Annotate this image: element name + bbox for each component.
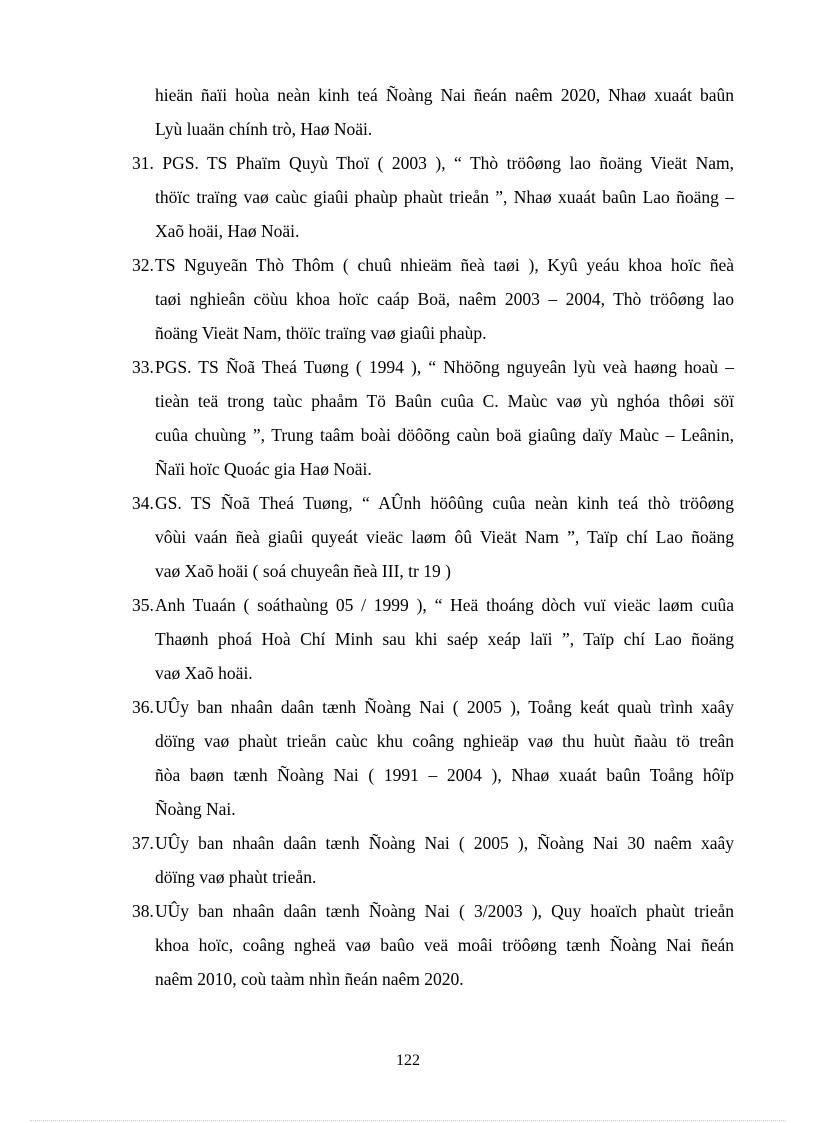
reference-line: Lyù luaän chính trò, Haø Noäi. — [155, 119, 373, 139]
reference-line: taøi nghieân cöùu khoa hoïc caáp Boä, naêm 2003 – 2004, Thò tröôøng lao — [155, 289, 734, 309]
reference-number: 32. — [132, 255, 154, 275]
reference-entry-35 — [132, 588, 734, 690]
reference-line — [132, 146, 734, 180]
reference-line: Thaønh phoá Hoà Chí Minh sau khi saép xeáp laïi ”, Taïp chí Lao ñoäng — [155, 629, 734, 649]
reference-text: PGS. TS Phaïm Quyù Thoï ( 2003 ), “ Thò tröôøng lao ñoäng Vieät Nam, — [153, 153, 734, 173]
reference-number: 37. — [132, 833, 154, 853]
reference-line: döïng vaø phaùt trieån. — [155, 867, 317, 887]
reference-number: 34. — [132, 493, 154, 513]
reference-number: 35. — [132, 595, 154, 615]
reference-entry-37 — [132, 826, 734, 894]
reference-line: naêm 2010, coù taàm nhìn ñeán naêm 2020. — [155, 969, 464, 989]
reference-line: ñòa baøn tænh Ñoàng Nai ( 1991 – 2004 ), Nhaø xuaát baûn Toång hôïp — [155, 765, 734, 785]
reference-line: Ñaïi hoïc Quoác gia Haø Noäi. — [155, 459, 372, 479]
reference-line: thöïc traïng vaø caùc giaûi phaùp phaùt trieån ”, Nhaø xuaát baûn Lao ñoäng – — [155, 187, 734, 207]
reference-line: UÛy ban nhaân daân tænh Ñoàng Nai ( 3/2003 ), Quy hoaïch phaùt trieån — [155, 901, 734, 921]
page-number: 122 — [396, 1052, 420, 1069]
reference-continuation — [132, 78, 734, 146]
reference-number: 38. — [132, 901, 154, 921]
reference-entry-32 — [132, 248, 734, 350]
reference-entry-38 — [132, 894, 734, 996]
reference-line: vaø Xaõ hoäi. — [155, 663, 253, 683]
page-bottom-border — [30, 1120, 786, 1121]
reference-line: TS Nguyeãn Thò Thôm ( chuû nhieäm ñeà taøi ), Kyû yeáu khoa hoïc ñeà — [155, 255, 734, 275]
reference-number: 31. — [132, 153, 154, 173]
reference-line: Xaõ hoäi, Haø Noäi. — [155, 221, 300, 241]
reference-line: vôùi vaán ñeà giaûi quyeát vieäc laøm ôû Vieät Nam ”, Taïp chí Lao ñoäng — [155, 527, 734, 547]
reference-line: vaø Xaõ hoäi ( soá chuyeân ñeà III, tr 19 ) — [155, 561, 451, 581]
reference-line: khoa hoïc, coâng ngheä vaø baûo veä moâi tröôøng tænh Ñoàng Nai ñeán — [155, 935, 734, 955]
reference-line: UÛy ban nhaân daân tænh Ñoàng Nai ( 2005 ), Toång keát quaù trình xaây — [155, 697, 734, 717]
reference-entry-34 — [132, 486, 734, 588]
reference-entry-33 — [132, 350, 734, 486]
reference-line: GS. TS Ñoã Theá Tuøng, “ AÛnh höôûng cuûa neàn kinh teá thò tröôøng — [155, 493, 734, 513]
reference-line: döïng vaø phaùt trieån caùc khu coâng nghieäp vaø thu huùt ñaàu tö treân — [155, 731, 734, 751]
reference-line: Anh Tuaán ( soáthaùng 05 / 1999 ), “ Heä thoáng dòch vuï vieäc laøm cuûa — [155, 595, 734, 615]
reference-line: hieän ñaïi hoùa neàn kinh teá Ñoàng Nai ñeán naêm 2020, Nhaø xuaát baûn — [155, 85, 734, 105]
reference-number: 33. — [132, 357, 154, 377]
reference-line: Ñoàng Nai. — [155, 799, 236, 819]
reference-line: UÛy ban nhaân daân tænh Ñoàng Nai ( 2005 ), Ñoàng Nai 30 naêm xaây — [155, 833, 734, 853]
reference-entry-36 — [132, 690, 734, 826]
reference-list — [132, 78, 734, 996]
reference-line: ñoäng Vieät Nam, thöïc traïng vaø giaûi phaùp. — [155, 323, 487, 343]
reference-line: cuûa chuùng ”, Trung taâm boài döôõng caùn boä giaûng daïy Maùc – Leânin, — [155, 425, 734, 445]
reference-line: PGS. TS Ñoã Theá Tuøng ( 1994 ), “ Nhöõng nguyeân lyù veà haøng hoaù – — [155, 357, 734, 377]
reference-entry-31 — [132, 146, 734, 248]
reference-line: tieàn teä trong taùc phaåm Tö Baûn cuûa C. Maùc vaø yù nghóa thôøi söï — [155, 391, 734, 411]
reference-number: 36. — [132, 697, 154, 717]
